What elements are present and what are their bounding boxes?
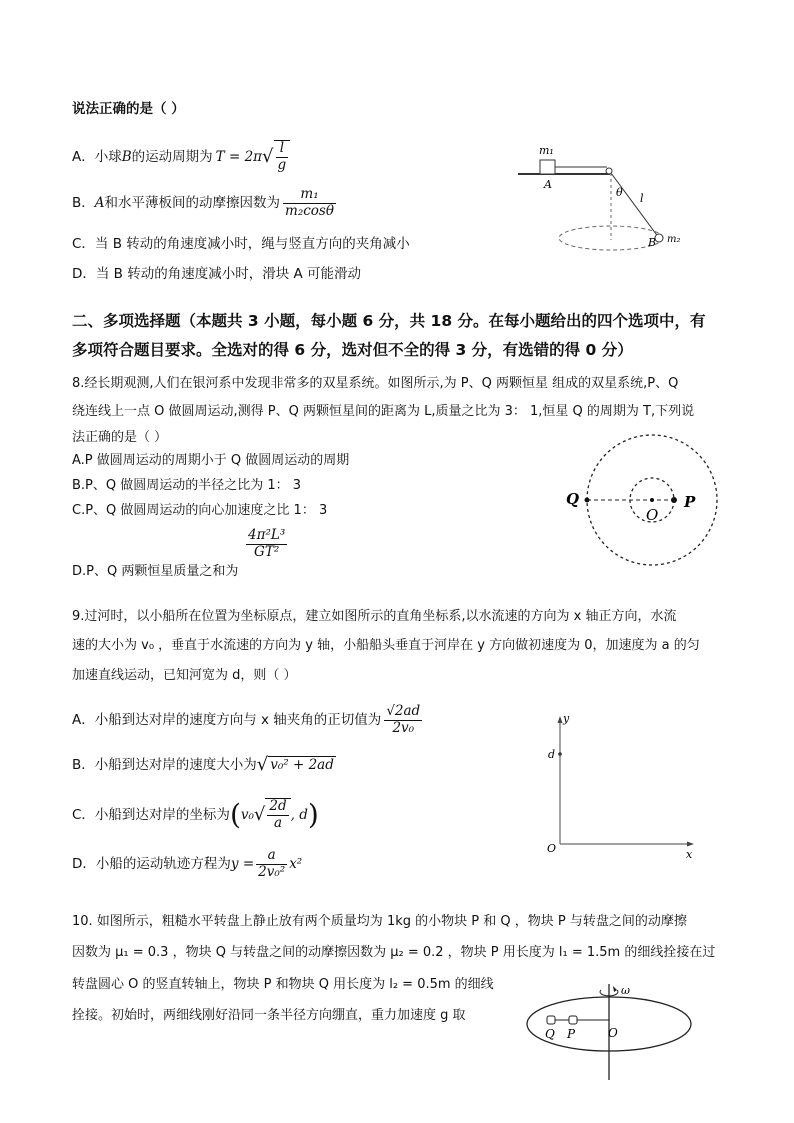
q9-option-b: B．小船到达对岸的速度大小为 √ v₀² + 2ad [72,754,334,776]
q7-figure [510,140,710,260]
q7-b-fraction: $\frac{\text{m₁}}{\text{m₂cosθ}}$ [285,185,334,219]
center-o [650,498,654,502]
q8-line3: 法正确的是（ ） [72,430,168,445]
section-heading-line1: 二、多项选择题（本题共 3 小题，每小题 6 分，共 18 分。在每小题给出的四个选项中，有 [72,312,706,330]
q8-line2: 绕连线上一点 O 做圆周运动,测得 P、Q 两颗恒星间的距离为 L,质量之比为 3： 1,恒星 Q 的周期为 T,下列说 [72,404,695,419]
q8-figure [560,425,750,585]
label-m1: m₁ [539,144,554,157]
q9-figure [540,712,710,862]
label-q: Q [566,490,580,508]
x-axis-arrow [687,842,694,847]
q8-line1: 8.经长期观测,人们在银河系中发现非常多的双星系统。如图所示,为 P、Q 两颗恒星 组成的双星系统,P、Q [72,376,679,391]
q10-line2: 因数为 μ₁ = 0.3 ，物块 Q 与转盘之间的动摩擦因数为 μ₂ = 0.2 ，物块 P 用长度为 l₁ = 1.5m 的细线拴接在过 [72,945,716,960]
label-q: Q [545,1027,555,1041]
q10-figure [525,980,725,1085]
label-o: O [547,842,557,855]
q8-option-d: D.P、Q 两颗恒星质量之和为 [72,564,239,579]
q7-option-d: D．当 B 转动的角速度减小时，滑块 A 可能滑动 [72,266,362,282]
q9-line2: 速的大小为 v₀ ，垂直于水流速的方向为 y 轴，小船船头垂直于河岸在 y 方向做初速度为 0，加速度为 a 的匀 [72,638,700,653]
section-heading-line2: 多项符合题目要求。全选对的得 6 分，选对但不全的得 3 分，有选错的得 0 分） [72,341,633,359]
q7-intro: 说法正确的是（ ） [72,101,185,117]
q7-a-sqrt: $\frac{l}{g}$ [274,140,291,173]
rope-slanted [611,173,659,238]
label-l: l [640,192,644,205]
star-p [671,497,677,503]
block-a [540,160,555,174]
label-x: x [686,848,693,861]
label-p: P [684,493,696,511]
ball-b [655,234,663,242]
q7-option-b: B． A 和水平薄板间的动摩擦因数为 $\frac{\text{m₁}}{\text{m₂cosθ}}$ [72,185,334,219]
q10-line4: 拴接。初始时，两细线刚好沿同一条半径方向绷直，重力加速度 g 取 [72,1008,466,1023]
label-omega: ω [621,984,630,997]
label-a: A [544,178,552,191]
q8-d-fraction: $\frac{\text{4π²L³}}{\text{GT²}}$ [248,527,286,560]
q10-line1: 10. 如图所示，粗糙水平转盘上静止放有两个质量均为 1kg 的小物块 P 和 Q ，物块 P 与转盘之间的动摩擦 [72,914,687,929]
label-y: y [563,712,570,725]
label-d: d [548,748,556,761]
q8-option-a: A.P 做圆周运动的周期小于 Q 做圆周运动的周期 [72,453,350,468]
q9-line3: 加速直线运动，已知河宽为 d，则（ ） [72,668,297,683]
label-theta: θ [616,186,623,199]
q9-option-c: C．小船到达对岸的坐标为 ( v₀ √ $\frac{2d}{a}$ , d ) [72,798,319,832]
y-axis-arrow [558,716,563,723]
label-p: P [567,1027,576,1041]
q7-option-a: A．小球 B 的运动周期为 T = 2π √ $\frac{l}{g}$ [72,137,290,177]
label-o: O [608,1026,618,1040]
q9-option-d: D．小船的运动轨迹方程为 y = $\frac{a}{\text{2v₀²}}$ x² [72,846,303,880]
label-b: B [648,236,657,249]
label-o: O [646,506,659,524]
rotation-arrowhead [613,986,617,992]
q9-option-a: A．小船到达对岸的速度方向与 x 轴夹角的正切值为 $\frac{√2ad}{\text{2v₀}}$ [72,702,421,736]
point-d [558,752,562,756]
block-p [569,1016,577,1024]
block-q [547,1016,555,1024]
q8-option-b: B.P、Q 做圆周运动的半径之比为 1： 3 [72,478,302,493]
label-m2: m₂ [667,234,681,245]
q9-line1: 9.过河时，以小船所在位置为坐标原点，建立如图所示的直角坐标系,以水流速的方向为 x 轴正方向，水流 [72,609,677,624]
q8-option-c: C.P、Q 做圆周运动的向心加速度之比 1： 3 [72,503,328,518]
q7-option-c: C．当 B 转动的角速度减小时，绳与竖直方向的夹角减小 [72,236,410,252]
star-q [585,498,590,503]
q10-line3: 转盘圆心 O 的竖直转轴上，物块 P 和物块 Q 用长度为 l₂ = 0.5m 的细线 [72,977,494,992]
